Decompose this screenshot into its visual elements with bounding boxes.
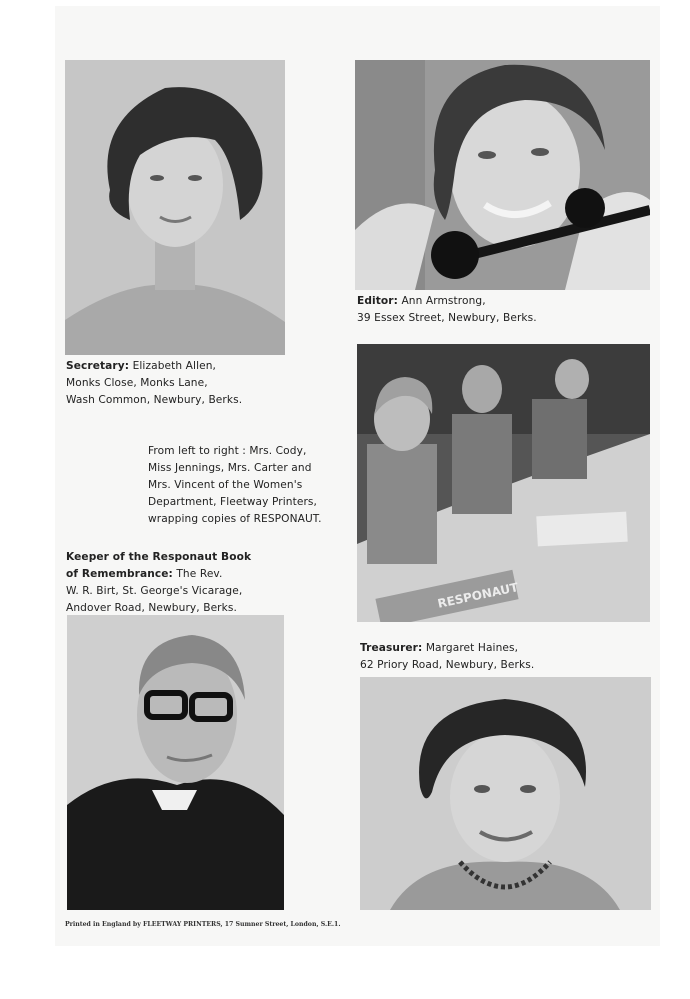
secretary-name: Elizabeth Allen, <box>132 360 217 372</box>
caption-line: Miss Jennings, Mrs. Carter and <box>148 462 312 474</box>
portrait-woman-illustration <box>65 60 285 355</box>
keeper-photo <box>67 615 284 910</box>
editor-photo <box>355 60 650 290</box>
keeper-role-line2: of Remembrance: <box>66 568 173 580</box>
keeper-name: The Rev. <box>176 568 223 580</box>
editor-name: Ann Armstrong, <box>401 295 486 307</box>
keeper-role-line1: Keeper of the Responaut Book <box>66 551 252 563</box>
treasurer-name: Margaret Haines, <box>425 642 519 654</box>
group-photo-caption <box>148 443 322 528</box>
secretary-photo <box>65 60 285 355</box>
group-photo <box>357 344 650 622</box>
secretary-address-line: Monks Close, Monks Lane, <box>66 377 208 389</box>
secretary-address-line: Wash Common, Newbury, Berks. <box>66 394 243 406</box>
editor-role: Editor: <box>357 295 398 307</box>
portrait-woman-necklace-illustration <box>360 677 651 910</box>
responaut-wrapper-label: RESPONAUT <box>436 580 520 611</box>
secretary-role: Secretary <box>66 360 125 372</box>
caption-line: Department, Fleetway Printers, <box>148 496 317 508</box>
printer-imprint: Printed in England by FLEETWAY PRINTERS, 17 Sumner Street, London, S.E.1. <box>65 921 341 928</box>
editor-address-line: 39 Essex Street, Newbury, Berks. <box>357 312 537 324</box>
keeper-address-line: Andover Road, Newbury, Berks. <box>66 602 237 614</box>
treasurer-role: Treasurer: <box>360 642 423 654</box>
keeper-caption <box>66 549 251 617</box>
caption-line: Mrs. Vincent of the Women's <box>148 479 303 491</box>
portrait-woman-phone-illustration <box>355 60 650 290</box>
editor-caption <box>357 293 537 327</box>
treasurer-caption <box>360 640 534 674</box>
treasurer-photo <box>360 677 651 910</box>
caption-line: wrapping copies of RESPONAUT. <box>148 513 322 525</box>
women-wrapping-illustration <box>357 344 650 622</box>
treasurer-address-line: 62 Priory Road, Newbury, Berks. <box>360 659 535 671</box>
keeper-address-line: W. R. Birt, St. George's Vicarage, <box>66 585 243 597</box>
caption-line: From left to right : Mrs. Cody, <box>148 445 307 457</box>
secretary-caption: Secretary: Elizabeth Allen, Monks Close, Monks Lane, Wash Common, Newbury, Berks. <box>66 358 242 409</box>
portrait-clergyman-illustration <box>67 615 284 910</box>
